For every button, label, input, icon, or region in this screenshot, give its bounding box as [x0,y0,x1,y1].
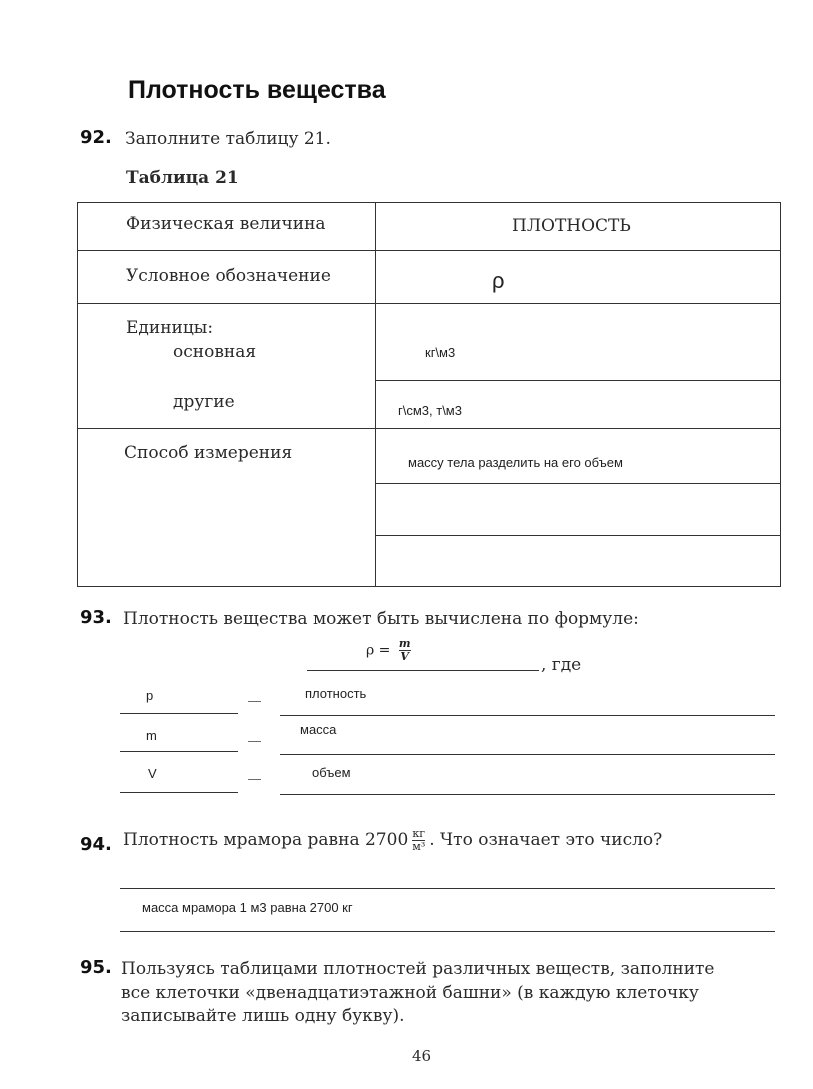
unit-denominator: м³ [412,840,426,853]
unit-numerator: кг [412,827,426,840]
table-caption: Таблица 21 [126,168,239,188]
quantity-label: Физическая величина [126,214,326,234]
definition-meaning[interactable]: объем [312,765,351,780]
definition-dash: — [248,733,261,748]
task-95-number: 95. [80,957,112,978]
formula-where: , где [541,655,582,675]
method-label: Способ измерения [124,443,293,463]
task-95-line-1: Пользуясь таблицами плотностей различных веществ, заполните [121,959,715,979]
units-main-value[interactable]: кг\м3 [425,345,456,360]
formula-numerator: m [398,637,411,650]
units-other-value[interactable]: г\см3, т\м3 [398,403,462,418]
task-95-line-3: записывайте лишь одну букву). [121,1006,405,1026]
task-94-text-before: Плотность мрамора равна 2700 [123,830,409,850]
task-94-text-after: . Что означает это число? [429,830,663,850]
symbol-label: Условное обозначение [126,266,331,286]
formula-lhs: ρ = [366,642,391,659]
page-number: 46 [412,1047,432,1065]
definition-dash: — [248,693,261,708]
quantity-value: ПЛОТНОСТЬ [512,216,631,236]
definition-dash: — [248,771,261,786]
task-94-text [123,828,662,853]
units-label: Единицы: [126,318,214,338]
task-95-line-2: все клеточки «двенадцатиэтажной башни» (в каждую клеточку [121,983,699,1003]
definition-meaning[interactable]: плотность [305,686,367,701]
task-92-number: 92. [80,127,112,148]
definition-meaning[interactable]: масса [300,722,337,737]
units-main-label: основная [173,342,257,362]
task-93-text: Плотность вещества может быть вычислена по формуле: [123,609,639,629]
method-value[interactable]: массу тела разделить на его объем [408,455,623,470]
symbol-value: ρ [492,268,505,293]
task-93-number: 93. [80,607,112,628]
definition-symbol[interactable]: V [148,766,157,781]
formula [366,638,415,663]
task-94-answer[interactable]: масса мрамора 1 м3 равна 2700 кг [142,900,353,915]
definition-symbol[interactable]: p [146,688,154,703]
units-other-label: другие [173,392,235,412]
task-94-number: 94. [80,834,112,855]
task-92-text: Заполните таблицу 21. [125,129,331,149]
formula-denominator: V [400,650,409,663]
definition-symbol[interactable]: m [146,728,157,743]
page-title: Плотность вещества [128,76,386,104]
